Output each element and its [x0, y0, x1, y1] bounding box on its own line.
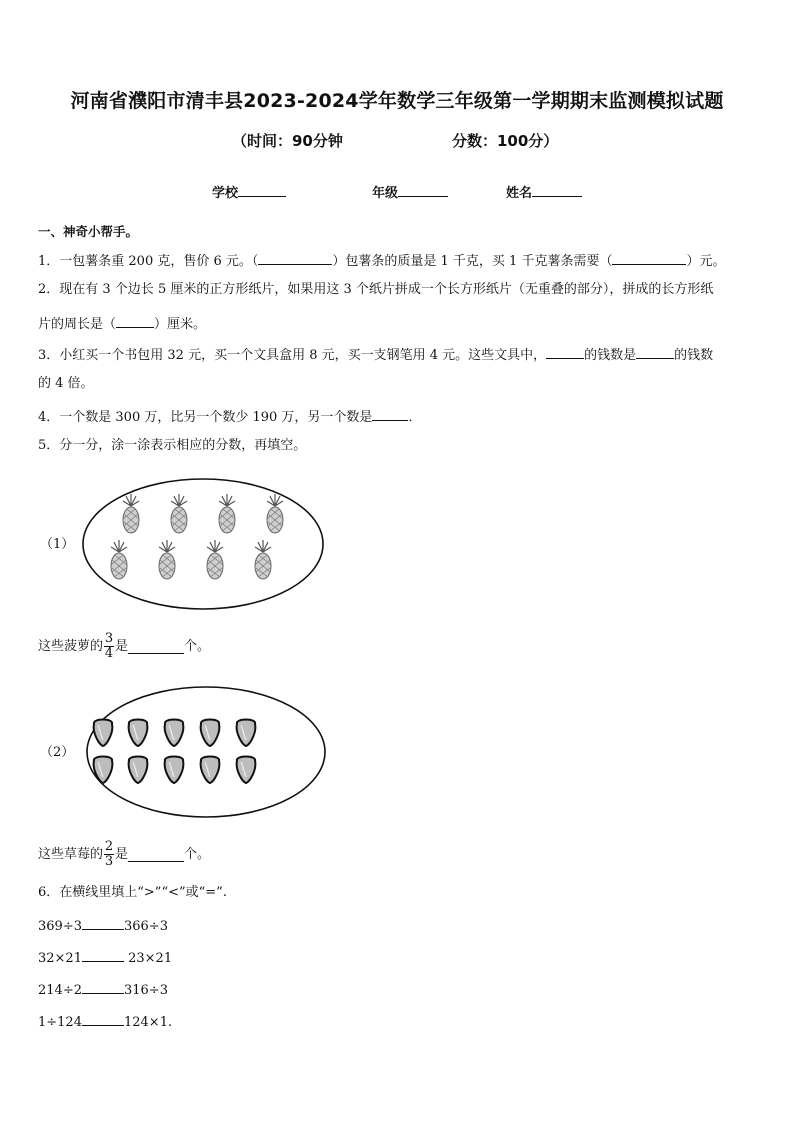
pineapple-icon	[219, 494, 235, 533]
compare-blank[interactable]	[82, 979, 124, 994]
fraction-numerator: 3	[104, 631, 114, 646]
q5-part2-answer	[38, 840, 210, 869]
fraction-denominator: 3	[104, 854, 114, 869]
strawberry-icon	[129, 720, 148, 747]
strawberry-icon	[201, 720, 220, 747]
pineapple-icon	[267, 494, 283, 533]
strawberry-icon	[201, 757, 220, 784]
name-label: 姓名	[506, 186, 533, 201]
q1-text-a: 1．一包薯条重 200 克，售价 6 元。（	[38, 254, 259, 269]
compare-right: 316÷3	[123, 983, 168, 998]
page-title: 河南省濮阳市清丰县2023-2024学年数学三年级第一学期期末监测模拟试题	[70, 90, 724, 112]
name-blank[interactable]	[532, 182, 582, 197]
pineapple-icon	[171, 494, 187, 533]
q2-text-b: ）厘米。	[154, 317, 207, 332]
compare-blank[interactable]	[82, 915, 124, 930]
q2-text-a: 片的周长是（	[38, 317, 117, 332]
q5-part1-prefix: 这些菠萝的	[38, 638, 104, 654]
q5-part1-suffix: 个。	[184, 638, 211, 654]
fraction-numerator: 2	[104, 839, 114, 854]
compare-row-1	[38, 915, 168, 936]
compare-right: 124×1.	[123, 1015, 173, 1030]
compare-left: 369÷3	[38, 919, 82, 934]
question-3-line2: 的 4 倍。	[38, 376, 94, 391]
strawberry-icon	[94, 757, 113, 784]
fraction-denominator: 4	[104, 646, 114, 661]
grade-label: 年级	[372, 186, 399, 201]
q3-text-b: 的钱数是	[584, 348, 637, 363]
pineapple-icon	[255, 540, 271, 579]
strawberry-icon	[94, 720, 113, 747]
q5-part1-label: （1）	[40, 537, 75, 552]
question-3-line1	[38, 344, 713, 365]
pineapple-icon	[123, 494, 139, 533]
q5-part2-prefix: 这些草莓的	[38, 846, 104, 862]
compare-left: 32×21	[38, 951, 82, 966]
compare-blank[interactable]	[82, 1011, 124, 1026]
question-5-intro: 5．分一分，涂一涂表示相应的分数，再填空。	[38, 438, 307, 453]
q1-blank-2[interactable]	[612, 250, 686, 265]
q1-text-b: ）包薯条的质量是 1 千克，买 1 千克薯条需要（	[332, 254, 613, 269]
school-field[interactable]	[212, 182, 286, 201]
name-field[interactable]	[506, 182, 582, 201]
q2-blank[interactable]	[116, 313, 154, 328]
strawberry-icon	[165, 757, 184, 784]
exam-time: （时间：90分钟	[232, 132, 343, 150]
school-label: 学校	[212, 186, 239, 201]
pineapple-icon	[207, 540, 223, 579]
q1-text-c: ）元。	[686, 254, 726, 269]
exam-score: 分数：100分）	[452, 132, 559, 150]
question-2-line1: 2．现在有 3 个边长 5 厘米的正方形纸片，如果用这 3 个纸片拼成一个长方形纸片（无重叠的部分），拼成的长方形纸	[38, 282, 714, 297]
q5-part2-label: （2）	[40, 745, 75, 760]
compare-blank[interactable]	[82, 947, 124, 962]
question-2-line2	[38, 313, 206, 334]
strawberry-icon	[165, 720, 184, 747]
strawberry-icon	[129, 757, 148, 784]
q5-part2-suffix: 个。	[184, 846, 211, 862]
q5-part2-blank[interactable]	[128, 847, 184, 862]
compare-left: 1÷124	[38, 1015, 82, 1030]
school-blank[interactable]	[238, 182, 286, 197]
q5-part2-mid: 是	[115, 846, 129, 862]
question-1	[38, 250, 725, 271]
compare-right: 23×21	[128, 951, 173, 966]
q3-text-c: 的钱数	[674, 348, 714, 363]
strawberry-icon	[237, 757, 256, 784]
question-6-intro: 6．在横线里填上“>”“<”或“=”.	[38, 885, 227, 900]
q5-part1-blank[interactable]	[128, 639, 184, 654]
compare-row-2	[38, 947, 172, 968]
section-title: 一、神奇小帮手。	[38, 224, 139, 239]
fraction-two-thirds	[104, 840, 114, 869]
strawberry-oval	[84, 684, 328, 820]
fraction-three-quarters	[104, 632, 114, 661]
q3-text-a: 3．小红买一个书包用 32 元，买一个文具盒用 8 元，买一支钢笔用 4 元。这些文具中，	[38, 348, 547, 363]
q5-part1-mid: 是	[115, 638, 129, 654]
q1-blank-1[interactable]	[258, 250, 332, 265]
pineapple-icon	[111, 540, 127, 579]
pineapple-icon	[159, 540, 175, 579]
compare-left: 214÷2	[38, 983, 82, 998]
pineapple-oval	[80, 476, 326, 612]
q5-part1-answer	[38, 632, 210, 661]
compare-row-3	[38, 979, 168, 1000]
question-4	[38, 406, 421, 427]
grade-field[interactable]	[372, 182, 448, 201]
strawberry-icon	[237, 720, 256, 747]
compare-right: 366÷3	[123, 919, 168, 934]
q4-blank[interactable]	[372, 406, 408, 421]
q3-blank-1[interactable]	[546, 344, 584, 359]
q4-text-b: ．	[408, 410, 422, 425]
q3-blank-2[interactable]	[636, 344, 674, 359]
grade-blank[interactable]	[398, 182, 448, 197]
compare-row-4	[38, 1011, 172, 1032]
q4-text-a: 4．一个数是 300 万，比另一个数少 190 万，另一个数是	[38, 410, 373, 425]
